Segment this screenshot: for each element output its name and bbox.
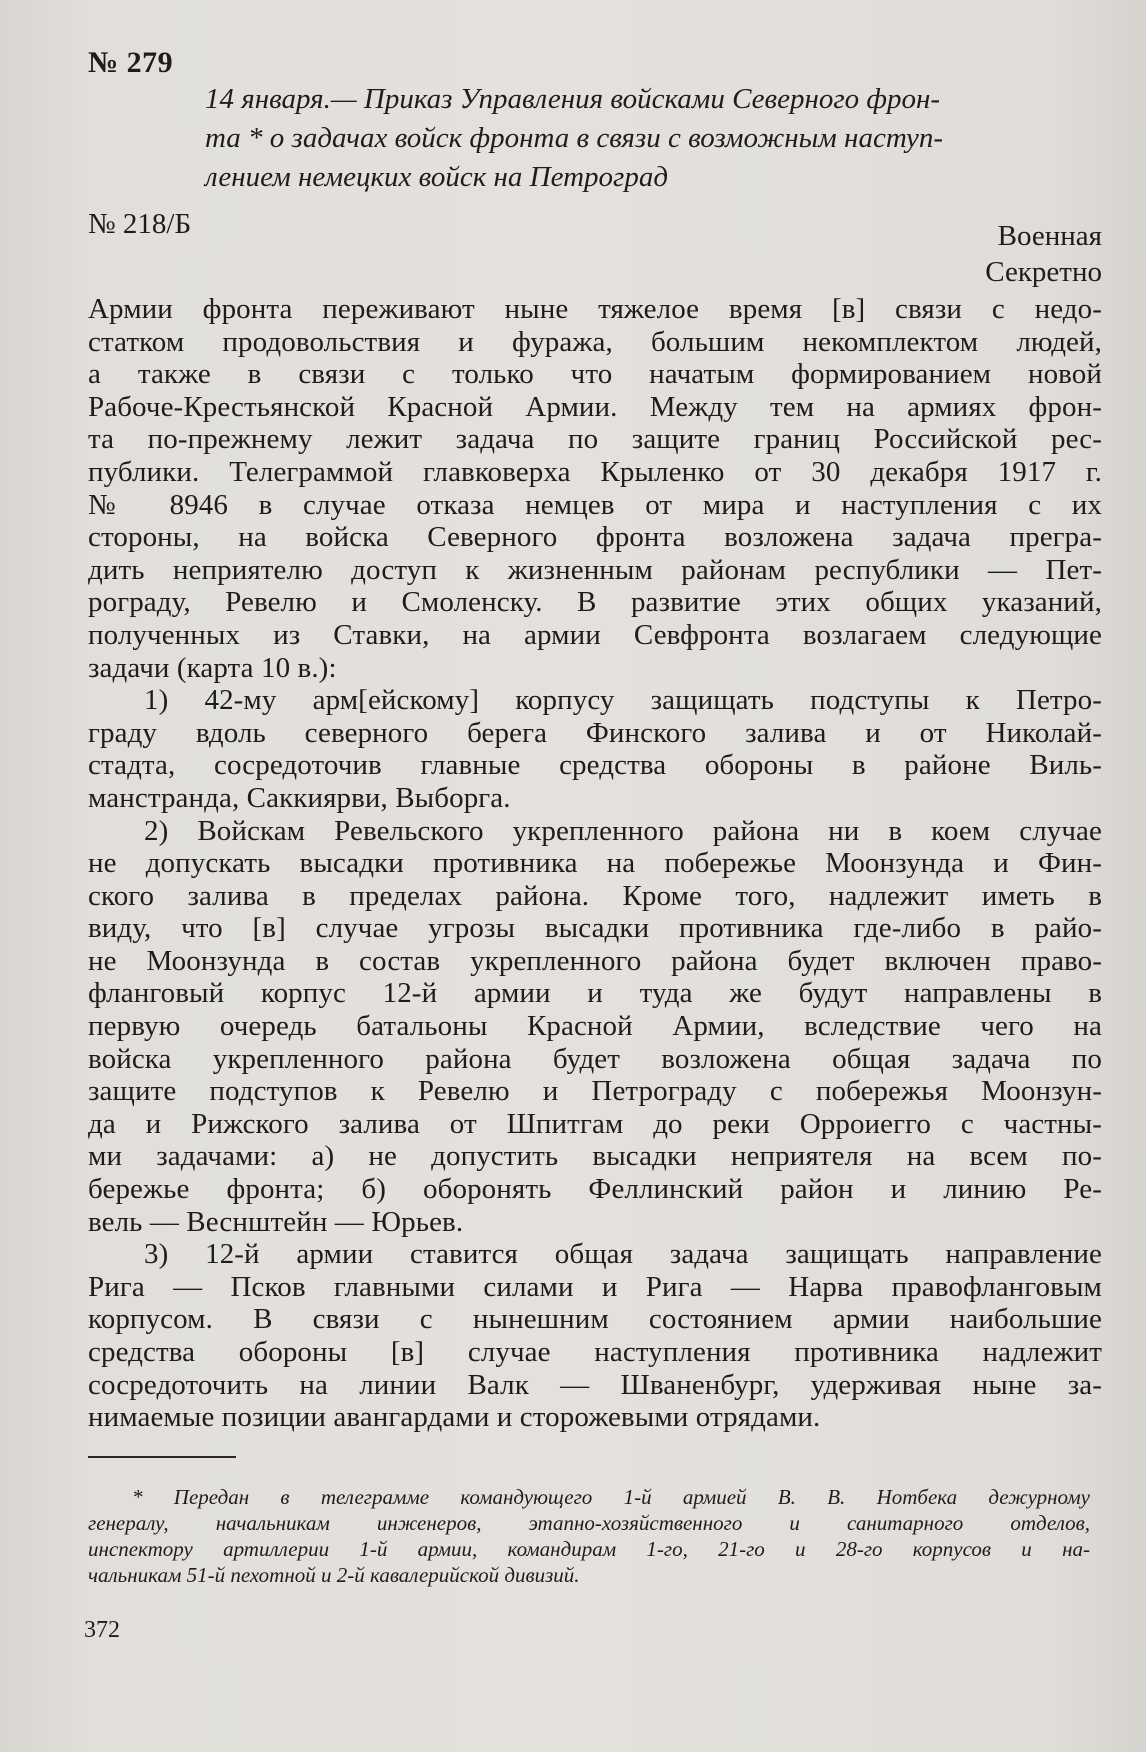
body-line: дить неприятелю доступ к жизненным районам республики — Пет- xyxy=(88,553,1102,586)
order-number: № 218/Б xyxy=(88,208,192,240)
body-line: рограду, Ревелю и Смоленску. В развитие этих общих указаний, xyxy=(88,586,1102,619)
body-line: первую очередь батальоны Красной Армии, вследствие чего на xyxy=(88,1010,1102,1043)
footnote-divider xyxy=(88,1456,236,1458)
order-body xyxy=(88,293,1102,1434)
body-line: Рига — Псков главными силами и Рига — Нарва правофланговым xyxy=(88,1270,1102,1303)
body-line: войска укрепленного района будет возложена общая задача по xyxy=(88,1042,1102,1075)
list-item-line: 1) 42-му арм[ейскому] корпусу защищать подступы к Петро- xyxy=(144,684,1102,717)
footnote xyxy=(88,1484,1090,1588)
body-line: № 8946 в случае отказа немцев от мира и наступления с их xyxy=(88,488,1102,521)
document-title xyxy=(205,80,1105,197)
stamp-line: Секретно xyxy=(985,256,1102,288)
footnote-line: чальникам 51-й пехотной и 2-й кавалерийской дивизий. xyxy=(88,1563,580,1587)
document-number: № 279 xyxy=(88,46,174,79)
body-line: да и Рижского залива от Шпитгам до реки Орроиегго с частны- xyxy=(88,1107,1102,1140)
body-line: средства обороны [в] случае наступления противника надлежит xyxy=(88,1336,1102,1368)
body-line: Армии фронта переживают ныне тяжелое время [в] связи с недо- xyxy=(88,293,1102,325)
body-line: не допускать высадки противника на побережье Моонзунда и Фин- xyxy=(88,847,1102,880)
body-line: ского залива в пределах района. Кроме того, надлежит иметь в xyxy=(88,879,1102,912)
document-title-line: 14 января.— Приказ Управления войсками Северного фрон- xyxy=(205,83,941,115)
body-line: Рабоче-Крестьянской Красной Армии. Между тем на армиях фрон- xyxy=(88,390,1102,423)
body-line: корпусом. В связи с нынешним состоянием армии наибольшие xyxy=(88,1303,1102,1336)
body-line: публики. Телеграммой главковерха Крыленко от 30 декабря 1917 г. xyxy=(88,455,1102,488)
body-line: стадта, сосредоточив главные средства обороны в районе Виль- xyxy=(88,749,1102,782)
body-line: полученных из Ставки, на армии Севфронта возлагаем следующие xyxy=(88,618,1102,651)
body-line: задачи (карта 10 в.): xyxy=(88,651,337,684)
body-line: вель — Веснштейн — Юрьев. xyxy=(88,1205,464,1238)
body-line: сосредоточить на линии Валк — Шваненбург, удерживая ныне за- xyxy=(88,1368,1102,1401)
body-line: виду, что [в] случае угрозы высадки противника где-либо в райо- xyxy=(88,912,1102,945)
footnote-line: инспектору артиллерии 1-й армии, командирам 1-го, 21-го и 28-го корпусов и на- xyxy=(88,1537,1090,1561)
footnote-line: * Передан в телеграмме командующего 1-й армией В. В. Нотбека дежурному xyxy=(132,1485,1090,1509)
body-line: не Моонзунда в состав укрепленного района будет включен право- xyxy=(88,944,1102,977)
body-line: та по-прежнему лежит задача по защите границ Российской рес- xyxy=(88,423,1102,456)
body-line: граду вдоль северного берега Финского залива и от Николай- xyxy=(88,716,1102,749)
body-line: ми задачами: а) не допустить высадки неприятеля на всем по- xyxy=(88,1140,1102,1173)
stamp-line: Военная xyxy=(997,220,1102,252)
list-item-line: 3) 12-й армии ставится общая задача защищать направление xyxy=(144,1238,1102,1271)
body-line: стороны, на войска Северного фронта возложена задача прегра- xyxy=(88,521,1102,554)
body-line: манстранда, Саккиярви, Выборга. xyxy=(88,781,511,814)
body-line: а также в связи с только что начатым формированием новой xyxy=(88,358,1102,391)
body-line: бережье фронта; б) оборонять Феллинский район и линию Ре- xyxy=(88,1173,1102,1206)
document-title-line: та * о задачах войск фронта в связи с возможным наступ- xyxy=(205,122,944,154)
classification-stamp xyxy=(985,218,1102,290)
body-line: статком продовольствия и фуража, большим некомплектом людей, xyxy=(88,325,1102,358)
page-number: 372 xyxy=(84,1617,120,1643)
document-title-line: лением немецких войск на Петроград xyxy=(205,161,669,193)
body-line: нимаемые позиции авангардами и сторожевыми отрядами. xyxy=(88,1401,821,1434)
body-line: фланговый корпус 12-й армии и туда же будут направлены в xyxy=(88,977,1102,1010)
body-line: защите подступов к Ревелю и Петрограду с побережья Моонзун- xyxy=(88,1075,1102,1108)
footnote-line: генералу, начальникам инженеров, этапно-хозяйственного и санитарного отделов, xyxy=(88,1511,1090,1535)
list-item-line: 2) Войскам Ревельского укрепленного района ни в коем случае xyxy=(144,814,1102,847)
